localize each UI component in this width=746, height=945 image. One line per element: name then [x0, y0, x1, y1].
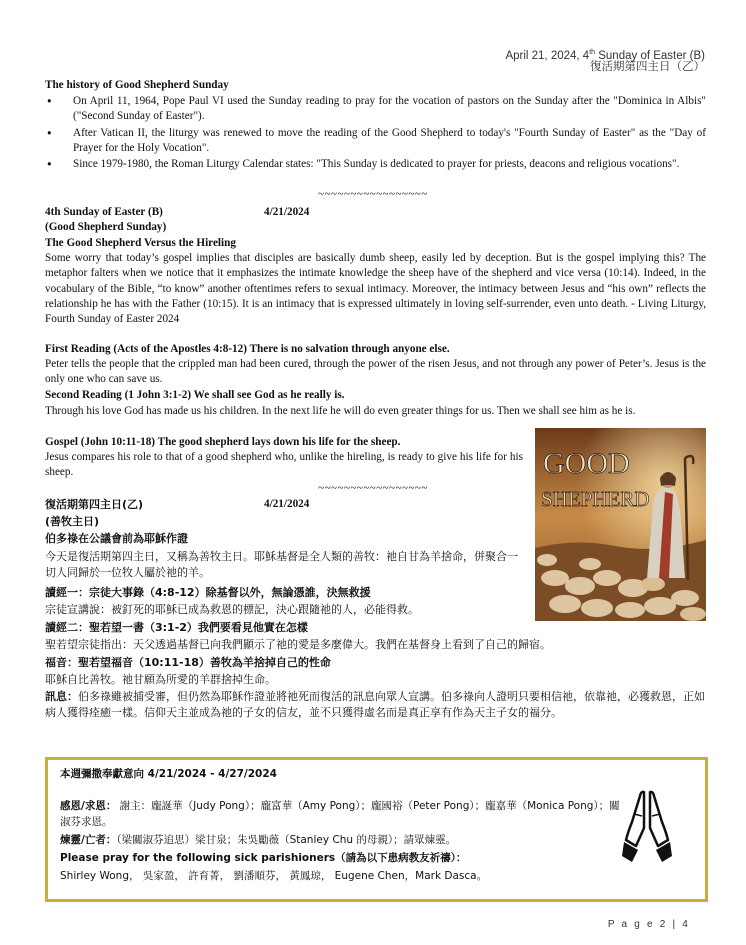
history-bullet: • After Vatican II, the liturgy was renewed to move the reading of the Good Shepherd to today's "Fourth Sunday of Easter" as the "Day of Prayer for the Holy Vocation".	[45, 126, 706, 157]
chinese-date: 4/21/2024	[264, 498, 310, 510]
english-title: 4th Sunday of Easter (B)	[45, 206, 163, 218]
praying-hands-icon	[622, 788, 672, 864]
second-reading-title: Second Reading (1 John 3:1-2) We shall see God as he really is.	[45, 389, 345, 401]
chinese-reading2-title: 讀經二：聖若望一書（3:1-2）我們要看見他實在怎樣	[45, 621, 308, 634]
chinese-subtitle: (善牧主日)	[45, 515, 100, 528]
mass-intentions-box	[45, 757, 708, 902]
chinese-message-text: 伯多祿雖被捕受審，但仍然為耶穌作證並將祂死而復活的訊息向眾人宣講。伯多祿向人證明只要相信祂，依靠祂，必獲救恩，正如病人獲得痊癒一樣。信仰天主並成為祂的子女的信友，並不只獲得虛名而是真正享有作為天主子女的福分。	[45, 690, 705, 719]
english-paragraph: Some worry that today’s gospel implies that disciples are basically dumb sheep, easily led by deception. But is the gospel implying this? The metaphor falters when we notice that it emphasizes the intimate knowledge the sheep have of the shepherd and vice versa (10:14). Indeed, in the vocabulary of the Bible, “to know” another oftentimes refers to sexual intimacy. Moreover, the intimacy between Jesus and “his own” reflects the relationship he has with the Father (10:15). It is an intimacy that is expressed ultimately in loving self-surrender, even unto death. - Living Liturgy, Fourth Sunday of Easter 2024	[45, 252, 706, 326]
image-title-good: GOOD	[543, 447, 630, 480]
history-list	[45, 94, 706, 172]
chinese-paragraph: 今天是復活期第四主日，又稱為善牧主日。耶穌基督是全人類的善牧：祂自甘為羊捨命，併聚合一切人同歸於一位牧人屬於祂的羊。	[45, 550, 518, 579]
english-date: 4/21/2024	[264, 206, 310, 218]
thanks-text: 謝主：龐誕華（Judy Pong）；龐富華（Amy Pong）；龐國裕（Peter Pong）；龐嘉華（Monica Pong）；關淑芬求恩。	[60, 800, 620, 828]
history-bullet: • On April 11, 1964, Pope Paul VI used the Sunday reading to pray for the vocation of pastors on the Sunday after the "Dominica in Albis" ("Second Sunday of Easter").	[45, 94, 706, 125]
header-date: April 21, 2024, 4th Sunday of Easter (B)	[505, 49, 705, 62]
history-bullet: • Since 1979-1980, the Roman Liturgy Calendar states: "This Sunday is dedicated to prayer for priests, deacons and religious vocations".	[45, 157, 706, 172]
history-title: The history of Good Shepherd Sunday	[45, 79, 229, 91]
chinese-gospel-text: 耶穌自比善牧。祂甘願為所愛的羊群捨掉生命。	[45, 673, 276, 686]
chinese-reading2-text: 聖若望宗徒指出：天父透過基督已向我們顯示了祂的愛是多麼偉大。我們在基督身上看到了自己的歸宿。	[45, 638, 551, 651]
page-number: P a g e 2 | 4	[607, 919, 690, 930]
header-chinese-date: 復活期第四主日（乙）	[590, 61, 705, 73]
gospel-title: Gospel (John 10:11-18) The good shepherd lays down his life for the sheep.	[45, 436, 401, 448]
gospel-text: Jesus compares his role to that of a good shepherd who, unlike the hireling, is ready to give his life for his sheep.	[45, 451, 523, 479]
first-reading-text: Peter tells the people that the crippled man had been cured, through the power of the risen Jesus, and not through any power of Peter’s. Jesus is the only one who can save us.	[45, 358, 706, 386]
english-subtitle: (Good Shepherd Sunday)	[45, 221, 167, 233]
mass-box-title: 本週彌撒奉獻意向 4/21/2024 - 4/27/2024	[60, 768, 277, 780]
divider: ~~~~~~~~~~~~~~~~~	[318, 482, 428, 494]
second-reading-text: Through his love God has made us his children. In the next life he will do even greater things for us. Then we shall see him as he is.	[45, 405, 636, 417]
chinese-message-label: 訊息：	[45, 690, 78, 703]
chinese-reading1-text: 宗徒宣講說：被釘死的耶穌已成為救恩的標記，決心跟隨祂的人，必能得救。	[45, 603, 419, 616]
chinese-title: 復活期第四主日(乙)	[45, 498, 144, 511]
english-heading: The Good Shepherd Versus the Hireling	[45, 237, 236, 249]
chinese-heading: 伯多祿在公議會前為耶穌作證	[45, 532, 188, 545]
chinese-reading1-title: 讀經一：宗徒大事錄（4:8-12）除基督以外，無論憑誰，決無救援	[45, 586, 371, 599]
sick-names: Shirley Wong， 吳家盈， 許育菁， 劉潘順芬， 黃鳳琼， Eugene Chen，Mark Dasca。	[60, 870, 488, 882]
chinese-message	[45, 689, 706, 721]
sick-title: Please pray for the following sick parishioners（請為以下患病教友祈禱）：	[60, 852, 467, 864]
souls-label: 煉靈/亡者：	[60, 834, 117, 846]
thanks-intentions	[60, 798, 620, 830]
divider: ~~~~~~~~~~~~~~~~~	[318, 188, 428, 200]
first-reading-title: First Reading (Acts of the Apostles 4:8-12) There is no salvation through anyone else.	[45, 343, 450, 355]
chinese-gospel-title: 福音：聖若望福音（10:11-18）善牧為羊捨掉自己的性命	[45, 656, 331, 669]
image-title-shepherd: SHEPHERD	[541, 487, 650, 511]
souls-intentions	[60, 832, 620, 848]
thanks-label: 感恩/求恩：	[60, 800, 117, 812]
souls-text: （梁關淑芬追思）梁甘泉；朱吳勵薇（Stanley Chu 的母親）；請眾煉靈。	[116, 834, 457, 846]
